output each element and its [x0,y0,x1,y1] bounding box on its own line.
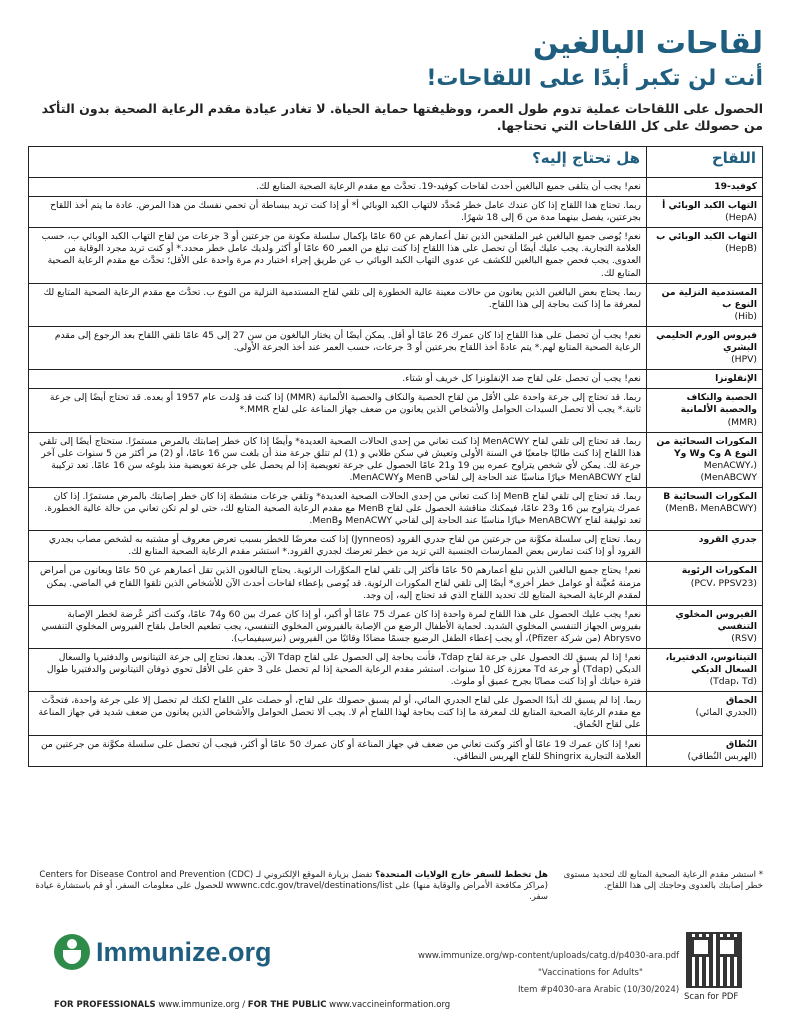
document-meta [418,948,679,999]
footnote-asterisk: * استشر مقدم الرعاية الصحية المتابع لك لتحديد مستوى خطر إصابتك بالعدوى وحاجتك إلى هذا اللقاح. [563,870,763,891]
footnote-travel [28,870,548,903]
vaccine-need-cell: نعم! يجب عليك الحصول على هذا اللقاح لمرة واحدة إذا كان عمرك 75 عامًا أو أكبر، أو إذا كان عمرك بين 60 و74 عامًا، وكنت أكثر عُرضة لخطر الإصابة بفيروس الجهاز التنفسي المخلوي الشديد. لحماية الأطفال الرضع من الإصابة بالفيروس المخلوي التنفسي، يجب تطعيم الحامل بلقاح الفيروس المخلوي التنفسي Abrysvo (من شركة Pfizer)، أو يجب إعطاء الطفل الرضيع جسمًا مضادًا وقائيًا من الفيروس (نيرسيفيماب). [29,605,647,648]
vaccine-need-cell: ربما. يحتاج بعض البالغين الذين يعانون من حالات معينة عالية الخطورة إلى تلقي لقاح المستدمية النزلية من النوع ب. تحدَّث مع مقدم الرعاية الصحية المتابع لك لمعرفة ما إذا كنت بحاجة إلى هذا اللقاح. [29,283,647,326]
vaccine-need-cell: نعم! يُوصى جميع البالغين غير الملقحين الذين تقل أعمارهم عن 60 عامًا بإكمال سلسلة مكونة من جرعتين أو 3 جرعات من لقاح التهاب الكبد الوبائي ب، حسب العلامة التجارية. يجب عليك أيضًا أن تحصل على هذا اللقاح إذا كنت تبلغ من العمر 60 عامًا أو أكثر ولديك عامل خطر محدد.* أو كنت تريد مجرد الوقاية من العدوى. يجب فحص جميع البالغين للكشف عن عدوى التهاب الكبد الوبائي ب عن طريق إجراء اختبار دم مرة واحدة على الأقل؛ تحدَّث مع مقدم الرعاية الصحية المتابع لك. [29,228,647,283]
table-row [29,197,763,228]
vaccine-name-cell [647,389,763,432]
table-body [29,178,763,767]
vaccine-name-cell [647,370,763,389]
for-public-label: FOR THE PUBLIC [247,1000,327,1010]
qr-label: Scan for PDF [684,992,739,1002]
vaccine-need-cell: ربما. قد تحتاج إلى تلقي لقاح MenACWY إذا كنت تعاني من إحدى الحالات الصحية العديدة* وأيضًا إذا كان خطر إصابتك بالمرض مستمرًا. ستحتاج أيضًا إلى تلقي هذا اللقاح إذا كنت طالبًا جامعيًا في السنة الأولى وتعيش في سكن طلابي و (1) لم تتلق جرعة منذ أن بلغت سن 16 عامًا، أو (2) مر أكثر من 5 سنوات على آخر جرعة لك. يمكن لأي شخص يتراوح عمره بين 19 و21 عامًا الحصول على جرعة تعويضية إذا لم يحصل على جرعة تعويضية منذ بلوغه سن 16 عامًا. تعد تركيبة لقاح MenABCWY خيارًا مناسبًا عند الحاجة إلى لقاحي MenB وMenACWY. [29,432,647,487]
vaccine-name: الحصبة والنكاف والحصبة الألمانية [680,392,757,416]
vaccine-need-cell: نعم! يجب أن تحصل على هذا اللقاح إذا كان عمرك 26 عامًا أو أقل. يمكن أيضًا أن يختار البالغون من سن 27 إلى 45 عامًا تلقي اللقاح بعد الرجوع إلى مقدم الرعاية الصحية المتابع لهم.* يتم عادةً أخذ اللقاح بجرعتين أو 3 جرعات، حسب العمر عند أخذ الجرعة الأولى. [29,326,647,369]
vaccine-abbreviation: (HPV) [731,354,757,366]
vaccine-abbreviation: (MenACWY، MenABCWY) [700,459,757,483]
footnote-travel-text: تفضل بزيارة الموقع الإلكتروني لـ Centers for Disease Control and Prevention (CDC) (مراكز مكافحة الأمراض والوقاية منها) على wwwnc.cdc.gov/travel/destinations/list للحصول على معلومات السفر، أو قم باستشارة عيادة سفر. [35,870,548,902]
vaccine-name-cell [647,487,763,530]
qr-code-icon[interactable] [686,932,742,988]
vaccine-name-cell [647,692,763,735]
table-row [29,178,763,197]
vaccine-name: المكورات الرئوية [681,565,757,577]
vaccine-name: النُطاق [726,738,757,750]
vaccine-name: التهاب الكبد الوبائي أ [662,200,757,212]
vaccine-abbreviation: (MenB، MenABCWY) [665,503,757,515]
vaccine-need-cell: ربما. قد تحتاج إلى جرعة واحدة على الأقل من لقاح الحصبة والنكاف والحصبة الألمانية (MMR) إذا كنت قد وُلدت عام 1957 أو بعده. قد تحتاج أيضًا إلى جرعة ثانية.* يجب ألا تحصل السيدات الحوامل والأشخاص الذين يعانون من ضعف جهاز المناعة على لقاح MMR.* [29,389,647,432]
vaccine-abbreviation: (HepA) [725,212,757,224]
footnote-travel-heading: هل تخطط للسفر خارج الولايات المتحدة؟ [375,870,548,880]
table-row [29,370,763,389]
vaccine-abbreviation: (Tdap، Td) [709,676,757,688]
table-row [29,487,763,530]
vaccine-name: التهاب الكبد الوبائي ب [656,231,757,243]
for-professionals-label: FOR PROFESSIONALS [54,1000,156,1010]
page-title: لقاحات البالغين [532,26,763,61]
pdf-link[interactable]: www.immunize.org/wp-content/uploads/catg.d/p4030-ara.pdf [418,951,680,961]
table-row [29,432,763,487]
vaccine-abbreviation: (PCV، PPSV23) [690,577,757,589]
table-row [29,649,763,692]
vaccine-abbreviation: (الهربس النُطاقي) [687,750,757,762]
vaccine-abbreviation: (الجدري المائي) [695,707,757,719]
table-row [29,389,763,432]
vaccine-name: التيتانوس، الدفتيريا، السعال الديكي [665,652,757,676]
vaccine-need-cell: ربما. تحتاج هذا اللقاح إذا كان عندك عامل خطر مُحدَّد لالتهاب الكبد الوبائي أ* أو إذا كنت تريد ببساطة أن تحمي نفسك من هذا المرض. عادة ما يتم أخذ اللقاح بجرعتين، يفصل بينهما مدة من 6 إلى 18 شهرًا. [29,197,647,228]
vaccine-name-cell [647,735,763,766]
vaccine-name: فيروس الورم الحليمي البشري [656,329,757,354]
vaccine-name: جدري القرود [698,534,757,546]
vaccine-name-cell [647,326,763,369]
vaccine-name-cell [647,562,763,605]
footer-links [54,1000,450,1010]
table-row [29,326,763,369]
vaccine-table [28,146,763,767]
vaccine-name-cell [647,283,763,326]
person-icon [54,934,90,970]
logo-text: Immunize.org [96,937,272,967]
vaccine-name: المستدمية النزلية من النوع ب [661,286,757,310]
vaccine-need-cell: نعم! إذا لم يسبق لك الحصول على جرعة لقاح Tdap، فأنت بحاجة إلى الحصول على لقاح Tdap الآن. بعدها، تحتاج إلى جرعة التيتانوس والدفتيريا والسعال الديكي (Tdap) أو جرعة Td معززة كل 10 سنوات. استشر مقدم الرعاية الصحية إذا لم تحصل على 3 حقن على الأقل تحوي ذوفان التيتانوس والدفتيريا طوال فترة حياتك أو إذا كنت مصابًا بجرح عميق أو ملوث. [29,649,647,692]
vaccine-name-cell [647,432,763,487]
table-row [29,605,763,648]
professionals-link[interactable]: www.immunize.org [158,1000,240,1010]
col-vaccine-header: اللقاح [647,147,763,178]
vaccine-name-cell [647,649,763,692]
vaccine-abbreviation: (RSV) [731,632,757,644]
table-row [29,562,763,605]
vaccine-name-cell [647,178,763,197]
vaccine-need-cell: ربما. قد تحتاج إلى تلقي لقاح MenB إذا كنت تعاني من إحدى الحالات الصحية العديدة* وتلقي جرعات منشطة إذا كان خطر إصابتك بالمرض مستمرًا. إذا كان عمرك يتراوح بين 16 و23 عامًا، فيمكنك مناقشة الحصول على لقاح MenB مع مقدم الرعاية الصحية المتابع لك، حتى لو لم تكن تعاني من حالة عالية الخطورة. تعد توليفة لقاح MenABCWY خيارًا مناسبًا عند الحاجة إلى لقاحي MenACWY وMenB. [29,487,647,530]
intro-text: الحصول على اللقاحات عملية تدوم طول العمر، ووظيفتها حماية الحياة. لا تغادر عيادة مقدم الرعاية الصحية بدون التأكد من حصولك على كل اللقاحات التي تحتاجها. [41,101,763,133]
col-need-header: هل تحتاج إليه؟ [29,147,647,178]
public-link[interactable]: www.vaccineinformation.org [329,1000,451,1010]
vaccine-need-cell: ربما. إذا لم يسبق لك أبدًا الحصول على لقاح الجدري المائي، أو لم يسبق حصولك على لقاح، أو حصلت على اللقاح لكنك لم تحصل إلا على جرعة واحدة، فتحدَّث مع مقدم الرعاية الصحية المتابع لك لمعرفة ما إذا كنت بحاجة لهذا اللقاح أم لا. يجب ألا تحصل الحوامل والأشخاص الذين يعانون من ضعف شديد في جهاز المناعة على لقاح الحُماق. [29,692,647,735]
vaccine-name: المكورات السحائية من النوع A وC وW وY [656,435,757,459]
vaccine-need-cell: نعم! يجب أن تحصل على لقاح ضد الإنفلونزا كل خريف أو شتاء. [29,370,647,389]
table-header-row [29,147,763,178]
vaccine-need-cell: نعم! يجب أن يتلقى جميع البالغين أحدث لقاحات كوفيد-19. تحدَّث مع مقدم الرعاية الصحية المتابع لك. [29,178,647,197]
vaccine-name-cell [647,605,763,648]
vaccine-name-cell [647,531,763,562]
table-row [29,283,763,326]
vaccine-need-cell: ربما. تحتاج إلى سلسلة مكوَّنة من جرعتين من لقاح جدري القرود (Jynneos) إذا كنت معرضًا للخطر بسبب تعرض معروف أو مشتبه به لشخص مصاب بجدري القرود أو إذا كنت تمارس بعض الممارسات الجنسية التي تزيد من خطر تعرضك لجدري القرود.* استشر مقدم الرعاية الصحية المتابع لك. [29,531,647,562]
table-row [29,531,763,562]
vaccine-name: الإنفلونزا [715,373,757,385]
table-row [29,692,763,735]
vaccine-abbreviation: (MMR) [727,416,757,428]
vaccine-need-cell: نعم! إذا كان عمرك 19 عامًا أو أكثر وكنت تعاني من ضعف في جهاز المناعة أو كان عمرك 50 عامًا أو أكثر، فيجب أن تحصل على سلسلة مكوَّنة من جرعتين من العلامة التجارية Shingrix للقاح الهربس النطاقي. [29,735,647,766]
document-title: "Vaccinations for Adults" [538,968,643,978]
immunize-logo[interactable] [54,934,272,978]
vaccine-name: الفيروس المخلوي التنفسي [675,608,757,632]
vaccine-name: الحماق [725,695,757,707]
link-separator: / [242,1000,246,1010]
page-subtitle: أنت لن تكبر أبدًا على اللقاحات! [426,66,763,91]
vaccine-need-cell: نعم! يحتاج جميع البالغين الذين تبلغ أعمارهم 50 عامًا فأكثر إلى تلقي لقاح المكوَّرات الرئوية. يحتاج البالغون الذين تقل أعمارهم عن 50 عامًا ويعانون من أمراض مزمنة مُعيَّنة أو عوامل خطر أخرى* أيضًا إلى تلقي لقاح المكورات الرئوية. قد يُوصى بإعطاء لقاحات أحدث الآن للأشخاص الذين تلقوا اللقاح في الماضي. يمكن لمقدم الرعاية الصحية المتابع لك تحديد اللقاح الذي قد تحتاج إليه، إن وجد. [29,562,647,605]
vaccine-abbreviation: (Hib) [734,310,757,322]
vaccine-name-cell [647,228,763,283]
table-row [29,735,763,766]
vaccine-name: المكورات السحائية B [663,490,757,502]
vaccine-name-cell [647,197,763,228]
vaccine-abbreviation: (HepB) [725,243,757,255]
table-row [29,228,763,283]
item-number: Item #p4030-ara Arabic (10/30/2024) [518,985,680,995]
vaccine-name: كوفيد-19 [714,181,757,192]
